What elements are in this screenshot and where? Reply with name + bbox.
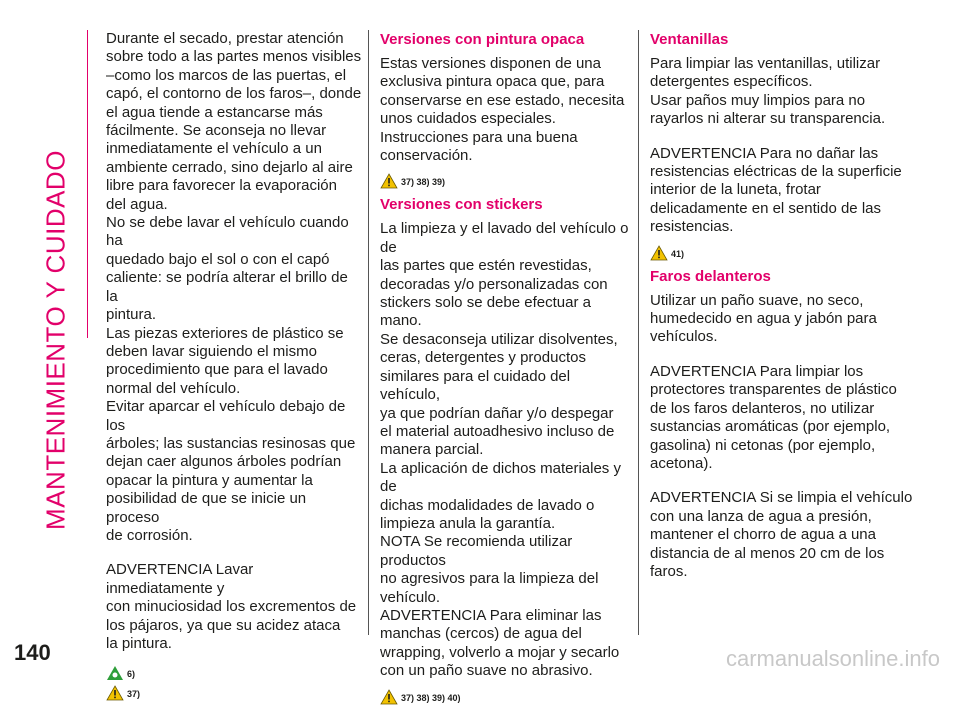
text-line: unos cuidados especiales. <box>380 110 556 128</box>
heading-opaque-paint: Versiones con pintura opaca <box>380 31 585 48</box>
text-line: ADVERTENCIA Lavar inmediatamente y <box>106 561 254 597</box>
text-line: detergentes específicos. <box>650 73 813 91</box>
text-line: ambiente cerrado, sino dejarlo al aire <box>106 158 353 176</box>
text-line: ADVERTENCIA Para eliminar las <box>380 606 602 624</box>
ref-opaque-paint <box>380 169 632 189</box>
ref-environment <box>106 661 362 681</box>
text-line: stickers solo se debe efectuar a mano. <box>380 294 591 330</box>
text-line: exclusiva pintura opaca que, para <box>380 73 605 91</box>
text-line: caliente: se podría alterar el brillo de la <box>106 269 348 305</box>
text-line: de corrosión. <box>106 526 193 544</box>
text-line: capó, el contorno de los faros–, donde <box>106 85 362 103</box>
heading-stickers: Versiones con stickers <box>380 196 543 214</box>
text-line: vehículo. <box>380 588 441 606</box>
text-line: Evitar aparcar el vehículo debajo de los <box>106 398 346 434</box>
ref-opaque-paint-text: 37) 38) 39) <box>401 177 446 188</box>
column-2 <box>380 30 632 711</box>
text-line: conservación. <box>380 147 473 165</box>
text-line: libre para favorecer la evaporación <box>106 177 337 195</box>
ref-stickers <box>380 685 632 705</box>
text-line: dichas modalidades de lavado o <box>380 496 595 514</box>
paragraph-windows <box>650 55 920 129</box>
text-line: acetona). <box>650 454 713 472</box>
chapter-rule <box>87 30 88 338</box>
text-line: manera parcial. <box>380 441 484 459</box>
text-line: dejan caer algunos árboles podrían <box>106 453 342 471</box>
text-line: Usar paños muy limpios para no <box>650 91 866 109</box>
paragraph-bird-droppings <box>106 561 362 653</box>
text-line: ADVERTENCIA Para no dañar las <box>650 144 879 162</box>
text-line: La aplicación de dichos materiales y de <box>380 459 621 496</box>
text-line: vehículos. <box>650 328 718 346</box>
text-line: Las piezas exteriores de plástico se <box>106 324 344 342</box>
text-line: wrapping, volverlo a mojar y secarlo <box>380 643 620 661</box>
text-line: protectores transparentes de plástico <box>650 381 897 399</box>
text-line: Durante el secado, prestar atención <box>106 30 344 47</box>
text-line: resistencias eléctricas de la superficie <box>650 163 902 181</box>
column-3 <box>650 30 920 581</box>
heading-windows: Ventanillas <box>650 31 729 48</box>
text-line: opacar la pintura y aumentar la <box>106 471 313 489</box>
text-line: las partes que estén revestidas, <box>380 257 592 275</box>
text-line: –como los marcos de las puertas, el <box>106 66 347 84</box>
text-line: no agresivos para la limpieza del <box>380 570 599 588</box>
text-line: con un paño suave no abrasivo. <box>380 662 593 680</box>
column-1 <box>106 30 362 707</box>
text-line: humedecido en agua y jabón para <box>650 310 877 328</box>
warning-triangle-icon <box>380 689 398 705</box>
text-line: delicadamente en el sentido de las <box>650 199 881 217</box>
text-line: los pájaros, ya que su acidez ataca <box>106 616 341 634</box>
text-line: el material autoadhesivo incluso de <box>380 422 615 440</box>
text-line: procedimiento que para el lavado <box>106 361 328 379</box>
text-line: faros. <box>650 562 688 580</box>
ref-windows <box>650 241 920 261</box>
warning-triangle-icon <box>380 173 398 189</box>
text-line: Instrucciones para una buena <box>380 128 578 146</box>
paragraph-headlights <box>650 292 920 347</box>
heading-headlights: Faros delanteros <box>650 267 771 285</box>
text-line: Para limpiar las ventanillas, utilizar <box>650 55 881 72</box>
text-line: Se desaconseja utilizar disolventes, <box>380 330 618 348</box>
text-line: ADVERTENCIA Si se limpia el vehículo <box>650 489 913 507</box>
text-line: resistencias. <box>650 218 734 236</box>
text-line: del agua. <box>106 195 168 213</box>
text-line: No se debe lavar el vehículo cuando ha <box>106 214 349 250</box>
text-line: gasolina) ni cetonas (por ejemplo, <box>650 436 876 454</box>
column-separator-2 <box>638 30 639 635</box>
text-line: con una lanza de agua a presión, <box>650 507 872 525</box>
paragraph-headlight-warning <box>650 363 920 473</box>
paragraph-drying <box>106 30 362 545</box>
ref-windows-text: 41) <box>671 248 685 259</box>
paragraph-rear-window-warning <box>650 145 920 237</box>
watermark: carmanualsonline.info <box>725 646 940 671</box>
warning-triangle-icon <box>106 685 124 701</box>
text-line: conservarse en ese estado, necesita <box>380 91 625 109</box>
text-line: deben lavar siguiendo el mismo <box>106 342 317 360</box>
warning-triangle-icon <box>650 245 668 261</box>
text-line: decoradas y/o personalizadas con <box>380 275 608 293</box>
chapter-side-title-text: MANTENIMIENTO Y CUIDADO <box>40 150 71 530</box>
paragraph-pressure-washer-warning <box>650 489 920 581</box>
text-line: pintura. <box>106 306 157 324</box>
text-line: interior de la luneta, frotar <box>650 181 821 199</box>
text-line: Estas versiones disponen de una <box>380 55 601 72</box>
ref-warning-text: 37) <box>127 689 141 700</box>
text-line: manchas (cercos) de agua del <box>380 625 582 643</box>
text-line: la pintura. <box>106 635 172 652</box>
text-line: limpieza anula la garantía. <box>380 514 556 532</box>
text-line: similares para el cuidado del vehículo, <box>380 367 571 404</box>
ref-environment-text: 6) <box>127 669 136 680</box>
page-number: 140 <box>14 640 51 665</box>
text-line: posibilidad de que se inicie un proceso <box>106 490 307 526</box>
text-line: sustancias aromáticas (por ejemplo, <box>650 418 891 436</box>
text-line: ADVERTENCIA Para limpiar los <box>650 362 864 380</box>
paragraph-opaque-paint <box>380 55 632 165</box>
text-line: distancia de al menos 20 cm de los <box>650 544 885 562</box>
text-line: rayarlos ni alterar su transparencia. <box>650 110 886 128</box>
paragraph-stickers <box>380 220 632 680</box>
text-line: inmediatamente el vehículo a un <box>106 140 322 158</box>
text-line: con minuciosidad los excrementos de <box>106 598 357 616</box>
text-line: La limpieza y el lavado del vehículo o de <box>380 220 629 256</box>
ref-warning <box>106 681 362 701</box>
text-line: mantener el chorro de agua a una <box>650 526 876 544</box>
text-line: Utilizar un paño suave, no seco, <box>650 291 864 309</box>
text-line: ya que podrían dañar y/o despegar <box>380 404 614 422</box>
text-line: quedado bajo el sol o con el capó <box>106 250 330 268</box>
text-line: de los faros delanteros, no utilizar <box>650 399 875 417</box>
column-separator-1 <box>368 30 369 635</box>
environment-icon <box>106 665 124 681</box>
text-line: sobre todo a las partes menos visibles <box>106 48 362 66</box>
text-line: fácilmente. Se aconseja no llevar <box>106 122 327 140</box>
text-line: el agua tiende a estancarse más <box>106 103 323 121</box>
ref-stickers-text: 37) 38) 39) 40) <box>401 692 461 703</box>
text-line: ceras, detergentes y productos <box>380 349 586 367</box>
text-line: normal del vehículo. <box>106 379 241 397</box>
text-line: NOTA Se recomienda utilizar productos <box>380 533 573 569</box>
text-line: árboles; las sustancias resinosas que <box>106 434 356 452</box>
